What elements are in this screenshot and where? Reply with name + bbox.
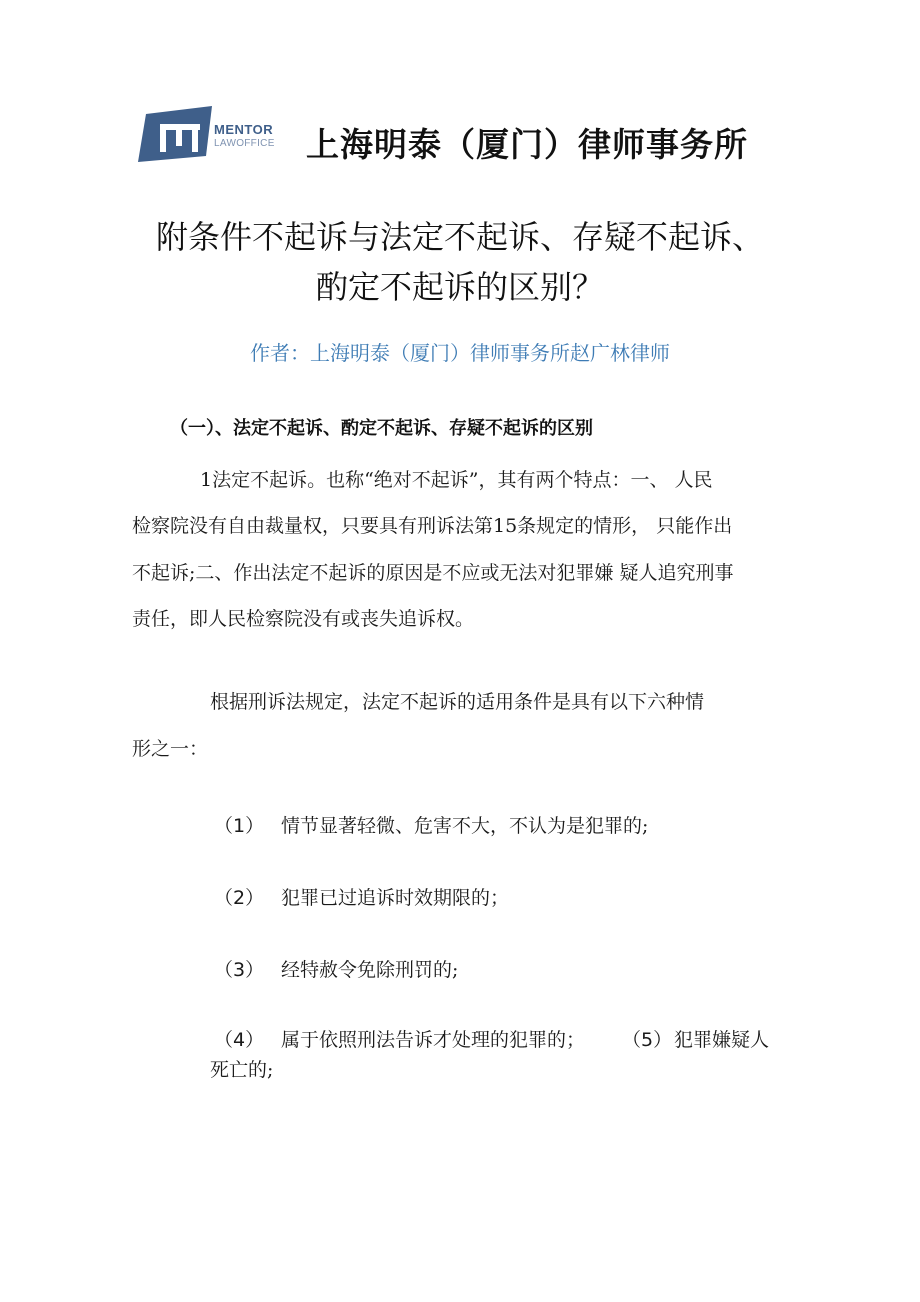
list-item-text: 犯罪已过追诉时效期限的； <box>281 887 510 909</box>
paragraph1-line: 检察院没有自由裁量权，只要具有刑诉法第15条规定的情形， 只能作出 <box>132 515 733 537</box>
author-line: 作者：上海明泰（厦门）律师事务所赵广林律师 <box>250 341 670 365</box>
list-item-text: 经特赦令免除刑罚的; <box>281 959 459 981</box>
list-item-text: 犯罪嫌疑人 <box>674 1029 770 1051</box>
logo-main-text: MENTOR <box>214 122 274 137</box>
paragraph1-line: 1法定不起诉。也称“绝对不起诉”，其有两个特点：一、 人民 <box>200 469 713 491</box>
paragraph2-line: 形之一： <box>132 738 209 760</box>
list-item-number: （2） <box>214 887 265 909</box>
document-title-line2: 酌定不起诉的区别？ <box>315 268 604 306</box>
list-item-number: （3） <box>214 959 265 981</box>
list-item-continuation: 死亡的; <box>210 1059 274 1081</box>
mentor-logo-icon <box>138 104 222 164</box>
firm-name: 上海明泰（厦门）律师事务所 <box>306 125 748 164</box>
list-item-text: 情节显著轻微、危害不大，不认为是犯罪的; <box>281 815 649 837</box>
paragraph1-line: 不起诉;二、作出法定不起诉的原因是不应或无法对犯罪嫌 疑人追究刑事 <box>132 562 734 584</box>
section-heading: （一）、法定不起诉、酌定不起诉、存疑不起诉的区别 <box>170 418 593 439</box>
list-item-number: （5） <box>622 1029 673 1051</box>
paragraph2-line: 根据刑诉法规定，法定不起诉的适用条件是具有以下六种情 <box>210 691 705 713</box>
list-item-text: 属于依照刑法告诉才处理的犯罪的； <box>281 1029 586 1051</box>
list-item-number: （4） <box>214 1029 265 1051</box>
document-title-line1: 附条件不起诉与法定不起诉、存疑不起诉、 <box>155 218 764 256</box>
logo-sub-text: LAWOFFICE <box>214 138 275 149</box>
logo-wordmark <box>214 122 275 149</box>
paragraph1-line: 责任，即人民检察院没有或丧失追诉权。 <box>132 608 475 630</box>
list-item-number: （1） <box>214 815 265 837</box>
